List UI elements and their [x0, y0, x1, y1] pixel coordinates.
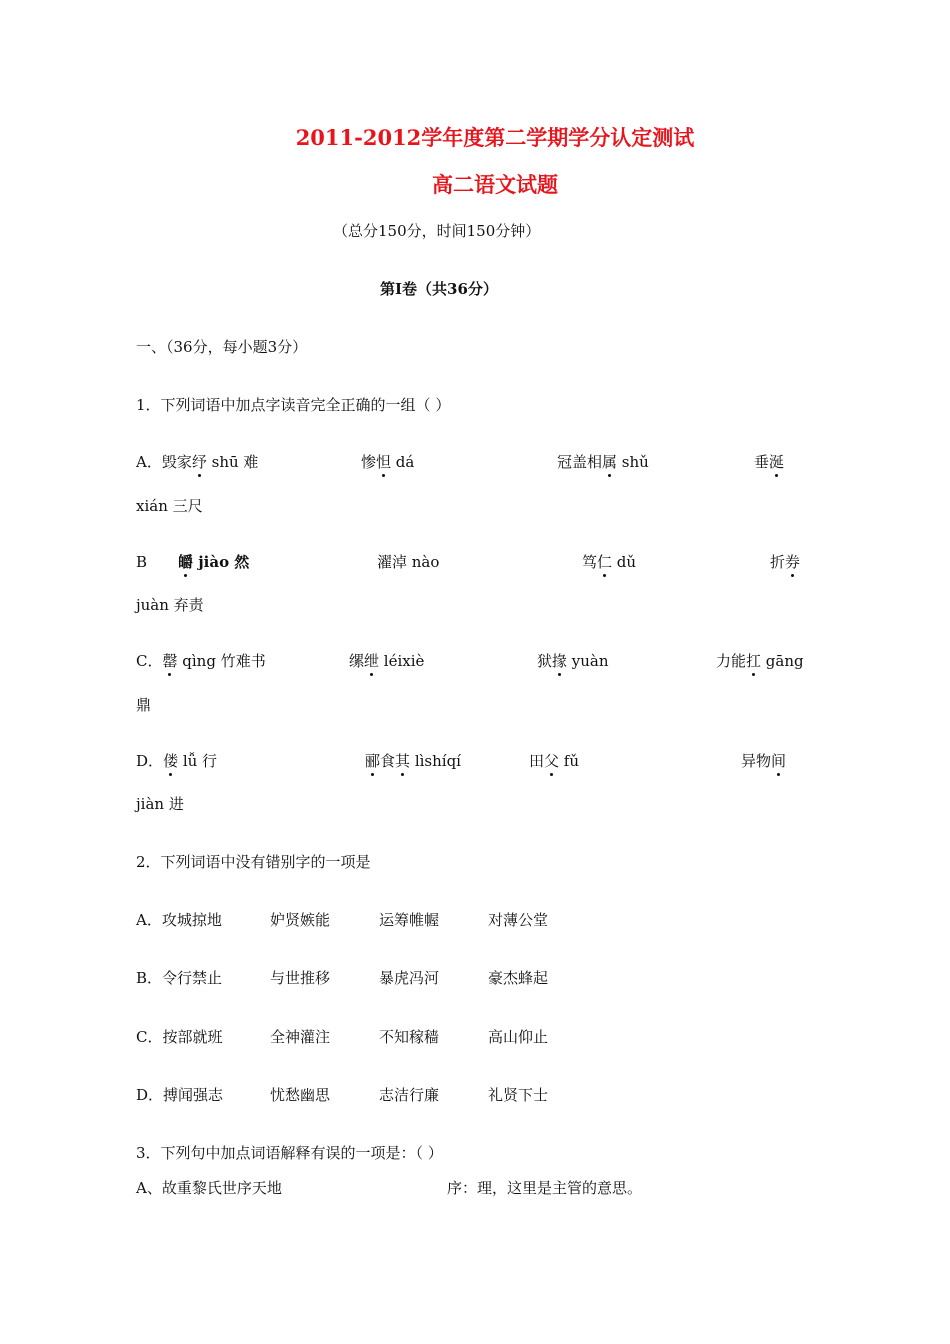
dotted-char: 仁: [597, 553, 613, 571]
dotted-char: 罄: [162, 652, 178, 670]
q2-option-d-term-3: 志洁行廉: [379, 1086, 440, 1104]
q1-option-a-item-2: 惨怛 dá: [361, 453, 415, 471]
dotted-char: 绁: [364, 652, 380, 670]
section-heading: 一、（36分，每小题3分）: [136, 338, 308, 356]
q2-option-a-term-4: 对薄公堂: [488, 911, 549, 929]
dotted-char: 涎: [769, 453, 785, 471]
question-1-stem: 1．下列词语中加点字读音完全正确的一组（ ）: [136, 396, 451, 414]
q3-option-a-explanation: 序：理，这里是主管的意思。: [447, 1179, 643, 1197]
dotted-char: 父: [544, 752, 560, 770]
q1-option-b-item-3: 笃仁 dǔ: [582, 553, 637, 571]
dotted-char: 间: [771, 752, 787, 770]
q2-option-a-term-3: 运筹帷幄: [379, 911, 440, 929]
q2-option-b-term-2: 与世推移: [270, 969, 331, 987]
q1-option-d-item-1: D．偻 lǚ 行: [136, 752, 218, 770]
q2-option-c-term-1: C．按部就班: [136, 1028, 223, 1046]
q1-option-c-item-2: 缧绁 léixiè: [349, 652, 425, 670]
q2-option-c-term-4: 高山仰止: [488, 1028, 549, 1046]
dotted-char: 券: [785, 553, 801, 571]
q2-option-d-term-2: 忧愁幽思: [270, 1086, 331, 1104]
q1-option-d-item-4: 异物间: [741, 752, 787, 770]
q1-option-b-item-4: 折券: [770, 553, 801, 571]
q1-option-d-continuation: jiàn 进: [136, 795, 184, 813]
q2-option-c-term-3: 不知稼穑: [379, 1028, 440, 1046]
exam-subtitle: 高二语文试题: [432, 172, 558, 197]
dotted-char: 偻: [163, 752, 179, 770]
dotted-char: 属: [602, 453, 618, 471]
q2-option-c-term-2: 全神灌注: [270, 1028, 331, 1046]
q2-option-b-term-1: B．令行禁止: [136, 969, 223, 987]
q1-option-b-item-2: 濯淖 nào: [377, 553, 440, 571]
q2-option-d-term-1: D．搏闻强志: [136, 1086, 224, 1104]
question-2-stem: 2．下列词语中没有错别字的一项是: [136, 853, 371, 871]
dotted-char: 掾: [552, 652, 568, 670]
dotted-char: 扛: [746, 652, 762, 670]
q2-option-d-term-4: 礼贤下士: [488, 1086, 549, 1104]
q1-option-b-item-1: 皭 jiào 然: [178, 553, 250, 571]
exam-title: 2011-2012学年度第二学期学分认定测试: [295, 125, 695, 150]
q2-option-a-term-1: A．攻城掠地: [136, 911, 222, 929]
q1-option-d-item-2: 郦食其 lìshíqí: [365, 752, 461, 770]
q1-option-a-continuation: xián 三尺: [136, 497, 203, 515]
q1-option-c-item-4: 力能扛 gāng: [716, 652, 804, 670]
question-3-stem: 3．下列句中加点词语解释有误的一项是：（ ）: [136, 1144, 443, 1162]
q2-option-b-term-3: 暴虎冯河: [379, 969, 440, 987]
q1-option-c-continuation: 鼎: [136, 696, 152, 714]
dotted-char: 皭: [178, 553, 194, 571]
dotted-char: 其: [395, 752, 411, 770]
q1-option-d-item-3: 田父 fǔ: [529, 752, 580, 770]
q3-option-a-sentence: A、故重黎氏世序天地: [136, 1179, 282, 1197]
dotted-char: 郦: [365, 752, 381, 770]
q1-option-a-item-3: 冠盖相属 shǔ: [557, 453, 649, 471]
dotted-char: 怛: [376, 453, 392, 471]
score-time-note: （总分150分，时间150分钟）: [333, 222, 541, 240]
q2-option-a-term-2: 妒贤嫉能: [270, 911, 331, 929]
q1-option-c-item-1: C．罄 qìng 竹难书: [136, 652, 266, 670]
q2-option-b-term-4: 豪杰蜂起: [488, 969, 549, 987]
part-heading: 第Ⅰ卷（共36分）: [380, 280, 498, 298]
q1-option-c-item-3: 狱掾 yuàn: [537, 652, 609, 670]
q1-option-a-item-1: A．毁家纾 shū 难: [136, 453, 259, 471]
q1-option-b-continuation: juàn 弃责: [136, 596, 204, 614]
q1-option-b-label: B: [136, 553, 148, 571]
q1-option-a-item-4: 垂涎: [754, 453, 785, 471]
dotted-char: 纾: [191, 453, 207, 471]
